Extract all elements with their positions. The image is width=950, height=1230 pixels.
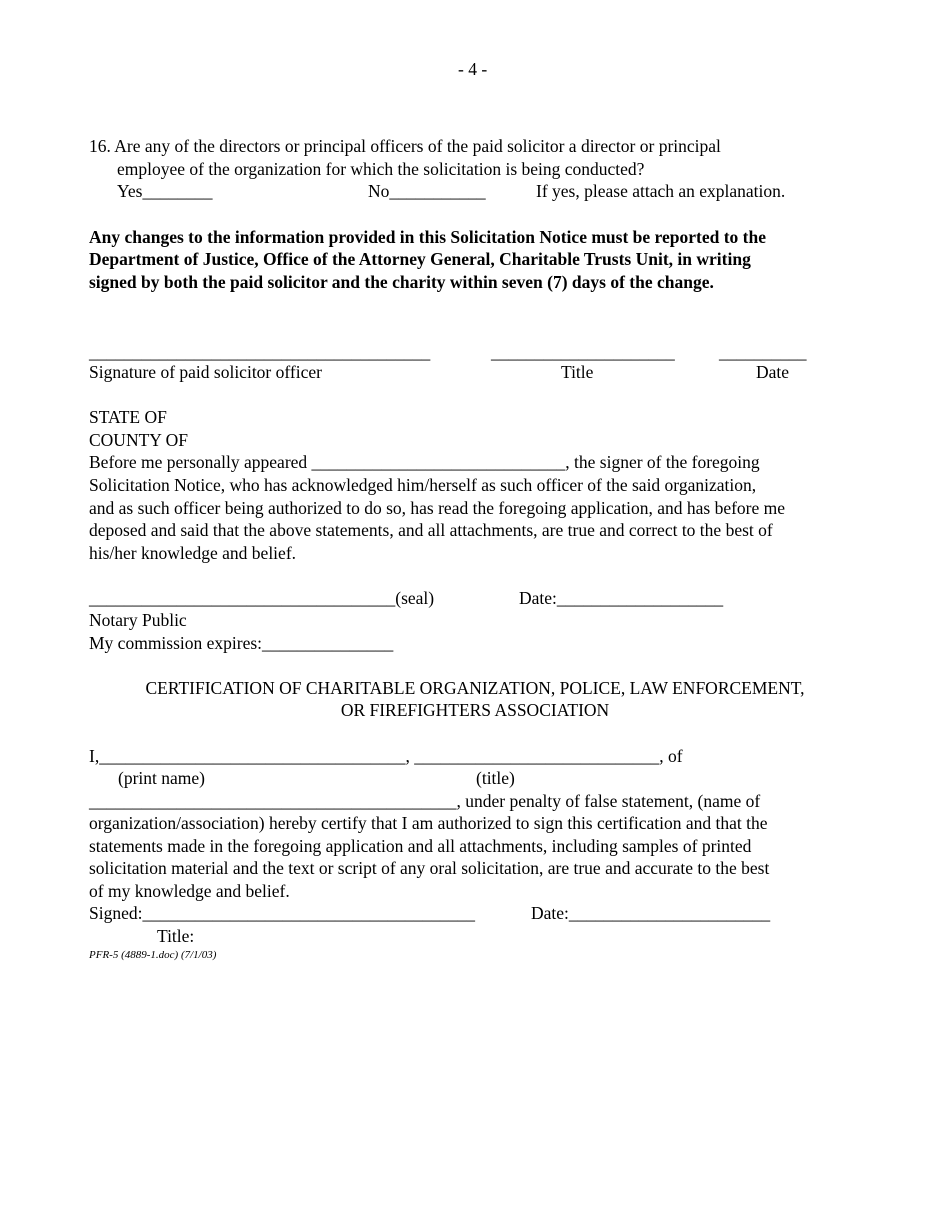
question-16-line-2: employee of the organization for which the solicitation is being conducted?	[117, 159, 645, 179]
page-number: - 4 -	[458, 59, 488, 79]
certification-name-title-field[interactable]: I,___________________________________, ____________________________, of	[89, 746, 683, 766]
notice-line-2: Department of Justice, Office of the Attorney General, Charitable Trusts Unit, in writing	[89, 249, 751, 269]
certification-statement-line-5: of my knowledge and belief.	[89, 881, 290, 901]
form-footer: PFR-5 (4889-1.doc) (7/1/03)	[89, 949, 217, 961]
certification-heading-line-1: CERTIFICATION OF CHARITABLE ORGANIZATION, POLICE, LAW ENFORCEMENT,	[145, 678, 805, 698]
notice-line-1: Any changes to the information provided in this Solicitation Notice must be reported to the	[89, 227, 766, 247]
solicitor-title-label: Title	[561, 362, 594, 382]
certification-statement-line-3: statements made in the foregoing application and all attachments, including samples of printed	[89, 836, 752, 856]
certification-statement-line-4: solicitation material and the text or script of any oral solicitation, are true and accurate to the best	[89, 858, 770, 878]
notary-statement-line-2: Solicitation Notice, who has acknowledged him/herself as such officer of the said organization,	[89, 475, 757, 495]
notary-date-field[interactable]: Date:___________________	[519, 588, 724, 608]
notary-public-label: Notary Public	[89, 610, 187, 630]
notary-statement-line-1: Before me personally appeared _____________________________, the signer of the foregoing	[89, 452, 760, 472]
notary-statement-line-3: and as such officer being authorized to do so, has read the foregoing application, and has before me	[89, 498, 786, 518]
certification-statement-line-2: organization/association) hereby certify that I am authorized to sign this certification and that the	[89, 813, 768, 833]
certification-statement-line-1[interactable]: __________________________________________, under penalty of false statement, (name of	[89, 791, 761, 811]
solicitor-date-field[interactable]: __________	[719, 342, 807, 362]
certification-date-field[interactable]: Date:_______________________	[531, 903, 771, 923]
question-16-yes-field[interactable]: Yes________	[117, 181, 213, 201]
question-16-no-field[interactable]: No___________	[368, 181, 486, 201]
notary-statement-line-4: deposed and said that the above statements, and all attachments, are true and correct to the best of	[89, 520, 773, 540]
notary-seal-field[interactable]: ___________________________________(seal)	[89, 588, 435, 608]
question-16-explanation-note: If yes, please attach an explanation.	[536, 181, 786, 201]
certification-signed-field[interactable]: Signed:______________________________________	[89, 903, 475, 923]
county-of-label: COUNTY OF	[89, 430, 189, 450]
solicitor-signature-label: Signature of paid solicitor officer	[89, 362, 322, 382]
notice-line-3: signed by both the paid solicitor and the charity within seven (7) days of the change.	[89, 272, 714, 292]
commission-expires-field[interactable]: My commission expires:_______________	[89, 633, 394, 653]
certification-heading-line-2: OR FIREFIGHTERS ASSOCIATION	[340, 700, 610, 720]
notary-statement-line-5: his/her knowledge and belief.	[89, 543, 297, 563]
solicitor-title-field[interactable]: _____________________	[491, 342, 675, 362]
certification-title-label: Title:	[157, 926, 195, 946]
state-of-label: STATE OF	[89, 407, 167, 427]
question-16-line-1: 16. Are any of the directors or principal officers of the paid solicitor a director or principal	[89, 136, 721, 156]
solicitor-date-label: Date	[756, 362, 790, 382]
title-label: (title)	[476, 768, 515, 788]
solicitor-signature-field[interactable]: _______________________________________	[89, 342, 431, 362]
print-name-label: (print name)	[118, 768, 205, 788]
